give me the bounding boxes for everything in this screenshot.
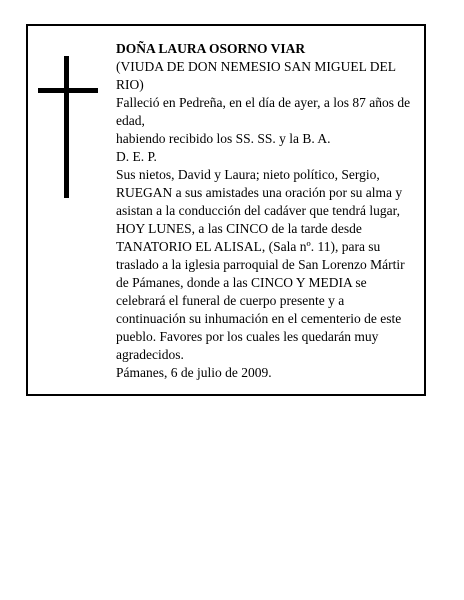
place-date-line: Pámanes, 6 de julio de 2009. xyxy=(116,365,272,380)
request-paragraph: RUEGAN a sus amistades una oración por su alma y asistan a la conducción del cadáver que tendrá lugar, HOY LUNES, a las CINCO de la tarde desde TANATORIO EL ALISAL, (Sala nº. 11), para su traslado a la iglesia parroquial de San Lorenzo Mártir de Pámanes, donde a las CINCO Y MEDIA se celebrará el funeral de cuerpo presente y a continuación su inhumación en el cementerio de este pueblo. Favores por los cuales les quedarán muy agradecidos. xyxy=(116,185,405,362)
deceased-name: DOÑA LAURA OSORNO VIAR xyxy=(116,41,306,56)
obituary-text xyxy=(116,40,416,382)
widow-of-line: (VIUDA DE DON NEMESIO SAN MIGUEL DEL RIO) xyxy=(116,59,396,92)
rip-line: D. E. P. xyxy=(116,149,157,164)
obituary-notice xyxy=(26,24,426,396)
family-line: Sus nietos, David y Laura; nieto político, Sergio, xyxy=(116,167,380,182)
cross-vertical-bar xyxy=(64,56,69,198)
death-line: Falleció en Pedreña, en el día de ayer, a los 87 años de edad, xyxy=(116,95,411,128)
latin-cross-icon xyxy=(38,56,98,198)
sacraments-line: habiendo recibido los SS. SS. y la B. A. xyxy=(116,131,331,146)
cross-horizontal-bar xyxy=(38,88,98,93)
